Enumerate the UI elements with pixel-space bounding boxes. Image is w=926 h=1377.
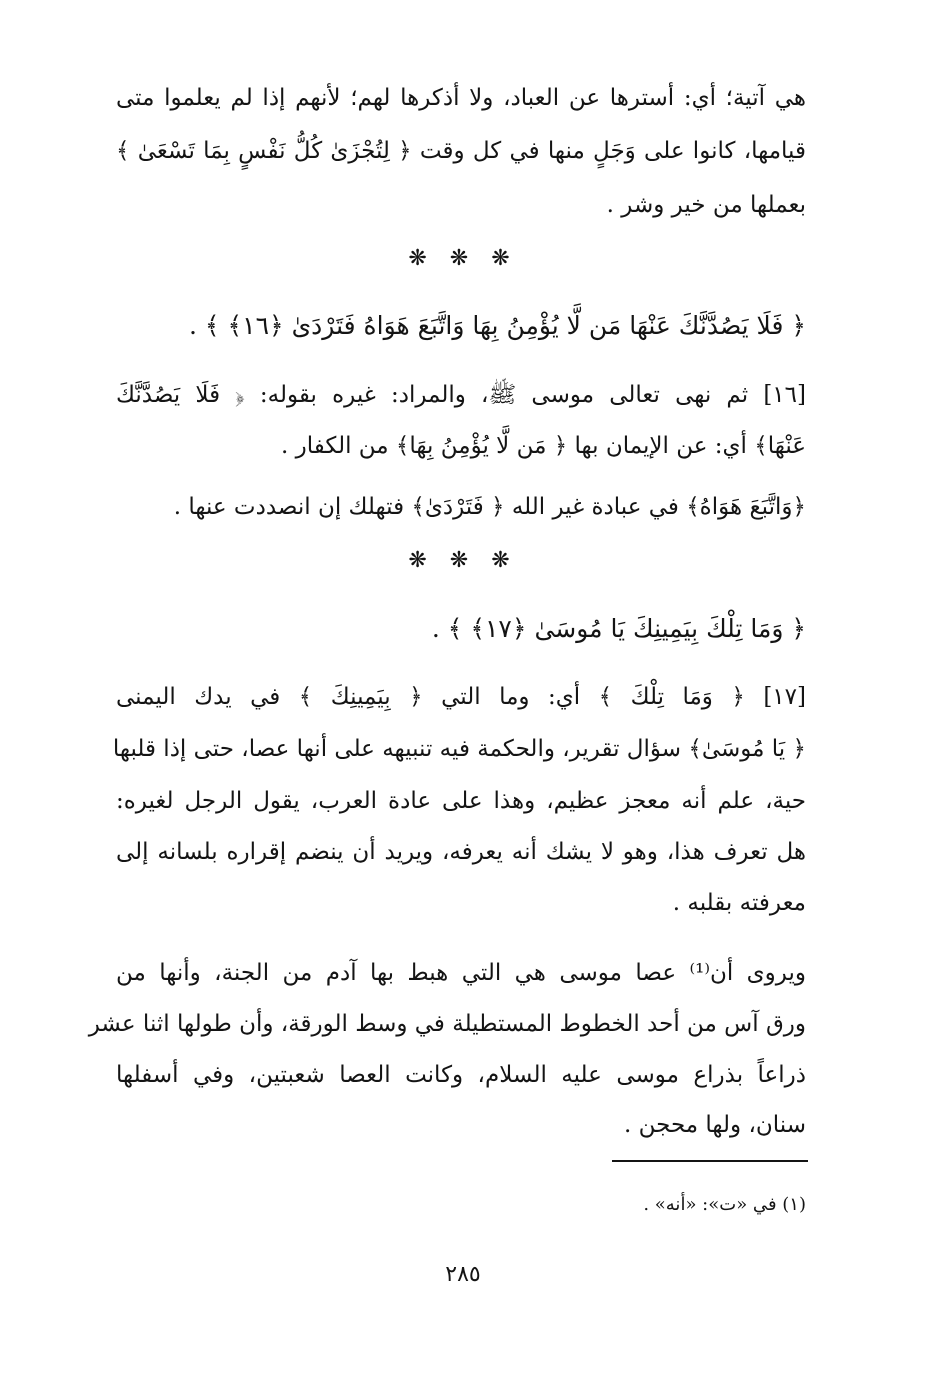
commentary-line: عَنْهَا﴾ أي: عن الإيمان بها ﴿ مَن لَّا يُؤْمِنُ بِهَا﴾ من الكفار . <box>281 433 806 459</box>
footnote-divider <box>612 1160 808 1162</box>
section-separator: ❋ ❋ ❋ <box>408 548 518 573</box>
page-number: ٢٨٥ <box>445 1262 481 1287</box>
paragraph-line: ورق آس من أحد الخطوط المستطيلة في وسط الورقة، وأن طولها اثنا عشر <box>88 1011 806 1037</box>
commentary-line: حية، علم أنه معجز عظيم، وهذا على عادة العرب، يقول الرجل لغيره: <box>116 788 806 814</box>
commentary-line: هل تعرف هذا، وهو لا يشك أنه يعرفه، ويريد أن ينضم إقراره بلسانه إلى <box>116 839 806 865</box>
verse-17: ﴿ وَمَا تِلْكَ بِيَمِينِكَ يَا مُوسَىٰ ﴿١٧﴾ ﴾ . <box>431 614 806 643</box>
commentary-line: ﴿ يَا مُوسَىٰ﴾ سؤال تقرير، والحكمة فيه تنبيهه على أنها عصا، حتى إذا قلبها <box>112 736 806 762</box>
paragraph-line: بعملها من خير وشر . <box>606 192 806 218</box>
footnote: (١) في «ت»: «أنه» . <box>643 1194 806 1215</box>
verse-16: ﴿ فَلَا يَصُدَّنَّكَ عَنْهَا مَن لَّا يُؤْمِنُ بِهَا وَاتَّبَعَ هَوَاهُ فَتَرْدَىٰ ﴿١٦﴾ ﴾ . <box>189 311 806 340</box>
section-separator: ❋ ❋ ❋ <box>408 246 518 271</box>
paragraph-line: ذراعاً بذراع موسى عليه السلام، وكانت العصا شعبتين، وفي أسفلها <box>116 1062 806 1088</box>
commentary-line: معرفته بقلبه . <box>672 890 806 916</box>
commentary-line: [١٧] ﴿ وَمَا تِلْكَ ﴾ أي: وما التي ﴿ بِيَمِينِكَ ﴾ في يدك اليمنى <box>116 684 806 710</box>
paragraph-line: قيامها، كانوا على وَجَلٍ منها في كل وقت ﴿ لِتُجْزَىٰ كُلُّ نَفْسٍ بِمَا تَسْعَىٰ ﴾ <box>116 138 806 164</box>
paragraph-line: هي آتية؛ أي: أسترها عن العباد، ولا أذكرها لهم؛ لأنهم إذا لم يعلموا متى <box>116 85 806 111</box>
paragraph-line: ويروى أن⁽¹⁾ عصا موسى هي التي هبط بها آدم من الجنة، وأنها من <box>116 960 806 986</box>
commentary-line: ﴿وَاتَّبَعَ هَوَاهُ﴾ في عبادة غير الله ﴿ فَتَرْدَىٰ﴾ فتهلك إن انصددت عنها . <box>173 494 806 520</box>
commentary-line: [١٦] ثم نهى تعالى موسى ﷺ، والمراد: غيره بقوله: ﴿ فَلَا يَصُدَّنَّكَ <box>116 382 806 408</box>
paragraph-line: سنان، ولها محجن . <box>623 1112 806 1138</box>
